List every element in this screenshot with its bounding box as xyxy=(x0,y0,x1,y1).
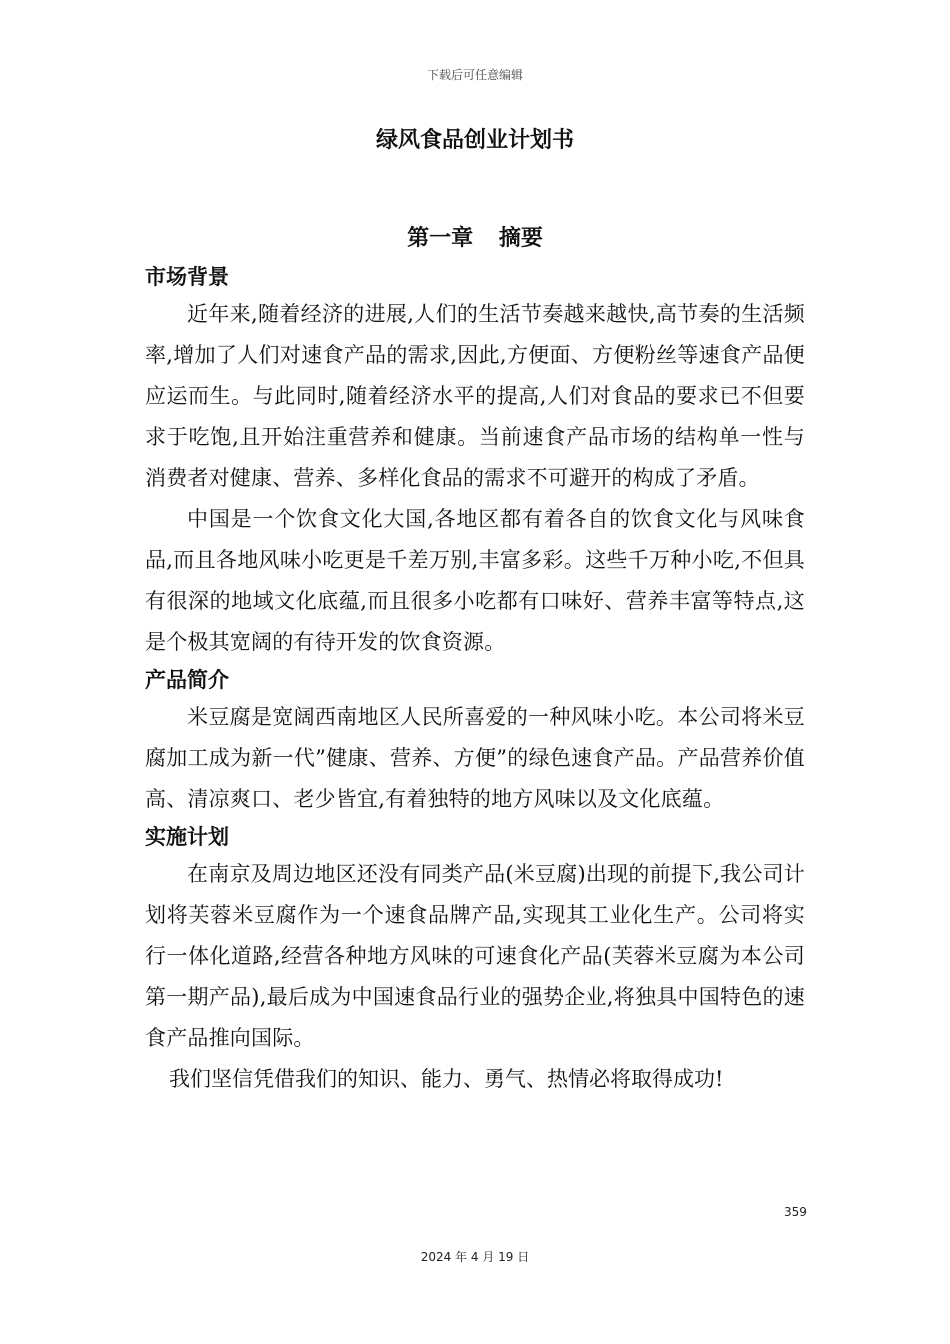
footer-date: 2024 年 4 月 19 日 xyxy=(420,1250,530,1264)
paragraph: 米豆腐是宽阔西南地区人民所喜爱的一种风味小吃。本公司将米豆腐加工成为新一代”健康、营养、方便”的绿色速食产品。产品营养价值高、清凉爽口、老少皆宜,有着独特的地方风味以及文化底蕴。 xyxy=(145,705,805,811)
document-body xyxy=(145,260,805,1100)
section-heading: 实施计划 xyxy=(145,825,229,849)
header-note: 下载后可任意编辑 xyxy=(426,68,523,82)
section-market-background xyxy=(145,260,805,663)
section-product-intro xyxy=(145,663,805,820)
page-number: 359 xyxy=(784,1205,807,1219)
section-implementation-plan xyxy=(145,820,805,1059)
section-heading: 产品简介 xyxy=(145,668,229,692)
closing-statement: 我们坚信凭借我们的知识、能力、勇气、热情必将取得成功! xyxy=(169,1067,724,1091)
chapter-title: 第一章 摘要 xyxy=(407,226,543,251)
section-heading: 市场背景 xyxy=(145,265,229,289)
paragraph: 近年来,随着经济的进展,人们的生活节奏越来越快,高节奏的生活频率,增加了人们对速食产品的需求,因此,方便面、方便粉丝等速食产品便应运而生。与此同时,随着经济水平的提高,人们对食品的要求已不但要求于吃饱,且开始注重营养和健康。当前速食产品市场的结构单一性与消费者对健康、营养、多样化食品的需求不可避开的构成了矛盾。 xyxy=(145,302,805,490)
paragraph: 中国是一个饮食文化大国,各地区都有着各自的饮食文化与风味食品,而且各地风味小吃更是千差万别,丰富多彩。这些千万种小吃,不但具有很深的地域文化底蕴,而且很多小吃都有口味好、营养丰富等特点,这是个极其宽阔的有待开发的饮食资源。 xyxy=(145,507,805,654)
document-title: 绿风食品创业计划书 xyxy=(375,128,574,153)
paragraph: 在南京及周边地区还没有同类产品(米豆腐)出现的前提下,我公司计划将芙蓉米豆腐作为一个速食品牌产品,实现其工业化生产。公司将实行一体化道路,经营各种地方风味的可速食化产品(芙蓉米豆腐为本公司第一期产品),最后成为中国速食品行业的强势企业,将独具中国特色的速食产品推向国际。 xyxy=(145,862,805,1050)
